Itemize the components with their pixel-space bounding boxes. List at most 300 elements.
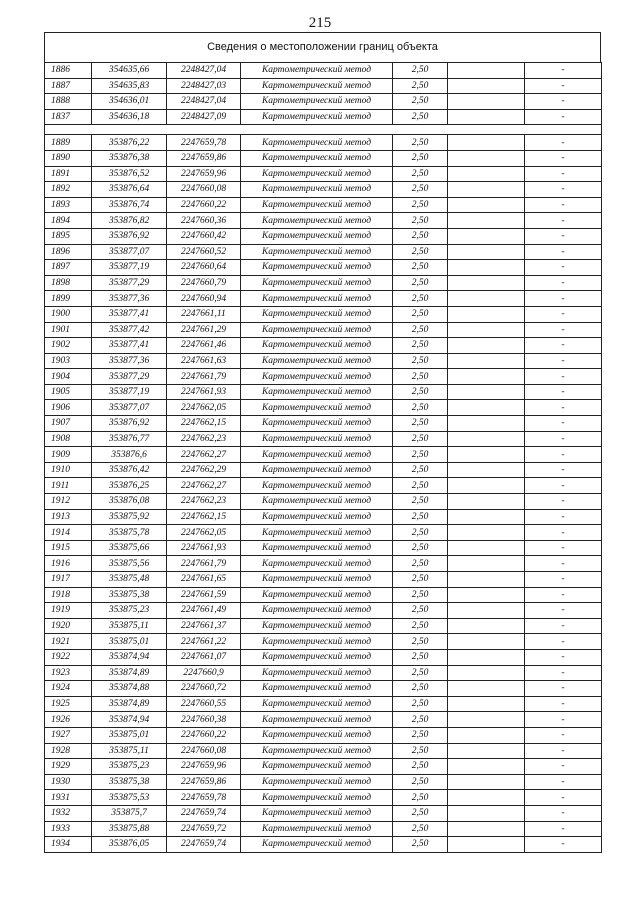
cell-x-coordinate: 354635,66 (92, 63, 167, 79)
cell-point-number: 1917 (45, 572, 92, 588)
table-row (45, 213, 602, 229)
table-row (45, 712, 602, 728)
cell-method: Картометрический метод (241, 338, 393, 354)
cell-x-coordinate: 353877,41 (92, 338, 167, 354)
table-row (45, 338, 602, 354)
cell-extra: - (525, 338, 602, 354)
cell-y-coordinate: 2247661,79 (167, 556, 241, 572)
cell-description (448, 665, 525, 681)
cell-method: Картометрический метод (241, 462, 393, 478)
table-row (45, 837, 602, 853)
cell-description (448, 603, 525, 619)
cell-extra: - (525, 197, 602, 213)
cell-method: Картометрический метод (241, 166, 393, 182)
cell-y-coordinate: 2247662,29 (167, 462, 241, 478)
cell-accuracy: 2,50 (393, 338, 448, 354)
cell-x-coordinate: 353875,23 (92, 603, 167, 619)
cell-x-coordinate: 353877,07 (92, 400, 167, 416)
cell-method: Картометрический метод (241, 228, 393, 244)
cell-extra: - (525, 525, 602, 541)
cell-description (448, 166, 525, 182)
table-row (45, 353, 602, 369)
cell-extra: - (525, 369, 602, 385)
cell-y-coordinate: 2248427,03 (167, 78, 241, 94)
cell-extra: - (525, 400, 602, 416)
table-row (45, 525, 602, 541)
cell-point-number: 1896 (45, 244, 92, 260)
cell-point-number: 1889 (45, 135, 92, 151)
cell-y-coordinate: 2247660,94 (167, 291, 241, 307)
cell-method: Картометрический метод (241, 587, 393, 603)
separator-row (45, 125, 602, 135)
cell-point-number: 1903 (45, 353, 92, 369)
cell-y-coordinate: 2247659,86 (167, 150, 241, 166)
cell-description (448, 213, 525, 229)
cell-y-coordinate: 2247659,74 (167, 805, 241, 821)
boundary-points-table (44, 62, 602, 853)
cell-point-number: 1934 (45, 837, 92, 853)
table-row (45, 431, 602, 447)
table-row (45, 774, 602, 790)
page-number: 215 (308, 15, 332, 31)
cell-method: Картометрический метод (241, 135, 393, 151)
cell-y-coordinate: 2247661,59 (167, 587, 241, 603)
cell-accuracy: 2,50 (393, 384, 448, 400)
cell-method: Картометрический метод (241, 150, 393, 166)
cell-accuracy: 2,50 (393, 759, 448, 775)
cell-extra: - (525, 509, 602, 525)
cell-x-coordinate: 354636,01 (92, 94, 167, 110)
table-row (45, 78, 602, 94)
cell-description (448, 618, 525, 634)
cell-point-number: 1906 (45, 400, 92, 416)
cell-x-coordinate: 353875,01 (92, 727, 167, 743)
cell-description (448, 805, 525, 821)
cell-x-coordinate: 353877,07 (92, 244, 167, 260)
cell-x-coordinate: 353877,42 (92, 322, 167, 338)
cell-accuracy: 2,50 (393, 447, 448, 463)
cell-x-coordinate: 353875,11 (92, 743, 167, 759)
cell-accuracy: 2,50 (393, 618, 448, 634)
cell-point-number: 1892 (45, 182, 92, 198)
cell-point-number: 1899 (45, 291, 92, 307)
cell-y-coordinate: 2247662,05 (167, 400, 241, 416)
cell-extra: - (525, 790, 602, 806)
cell-method: Картометрический метод (241, 94, 393, 110)
cell-x-coordinate: 354636,18 (92, 109, 167, 125)
cell-y-coordinate: 2247659,78 (167, 790, 241, 806)
cell-method: Картометрический метод (241, 78, 393, 94)
cell-accuracy: 2,50 (393, 166, 448, 182)
cell-accuracy: 2,50 (393, 790, 448, 806)
cell-method: Картометрический метод (241, 447, 393, 463)
cell-y-coordinate: 2247661,93 (167, 384, 241, 400)
cell-description (448, 540, 525, 556)
cell-method: Картометрический метод (241, 291, 393, 307)
cell-point-number: 1923 (45, 665, 92, 681)
cell-y-coordinate: 2247660,79 (167, 275, 241, 291)
cell-extra: - (525, 384, 602, 400)
table-row (45, 182, 602, 198)
cell-accuracy: 2,50 (393, 603, 448, 619)
cell-y-coordinate: 2247662,15 (167, 416, 241, 432)
cell-y-coordinate: 2247660,52 (167, 244, 241, 260)
table-row (45, 572, 602, 588)
cell-description (448, 727, 525, 743)
cell-description (448, 743, 525, 759)
cell-point-number: 1932 (45, 805, 92, 821)
cell-method: Картометрический метод (241, 821, 393, 837)
cell-method: Картометрический метод (241, 509, 393, 525)
cell-description (448, 228, 525, 244)
cell-extra: - (525, 63, 602, 79)
cell-method: Картометрический метод (241, 805, 393, 821)
cell-description (448, 416, 525, 432)
cell-extra: - (525, 322, 602, 338)
cell-extra: - (525, 94, 602, 110)
cell-y-coordinate: 2247662,27 (167, 478, 241, 494)
table-row (45, 603, 602, 619)
cell-method: Картометрический метод (241, 649, 393, 665)
cell-description (448, 135, 525, 151)
cell-description (448, 431, 525, 447)
cell-x-coordinate: 353877,19 (92, 260, 167, 276)
cell-description (448, 260, 525, 276)
cell-point-number: 1895 (45, 228, 92, 244)
table-header-title: Сведения о местоположении границ объекта (44, 32, 601, 62)
cell-x-coordinate: 353875,11 (92, 618, 167, 634)
cell-extra: - (525, 572, 602, 588)
cell-accuracy: 2,50 (393, 821, 448, 837)
cell-description (448, 338, 525, 354)
table-row (45, 696, 602, 712)
cell-y-coordinate: 2247659,86 (167, 774, 241, 790)
cell-extra: - (525, 78, 602, 94)
cell-extra: - (525, 665, 602, 681)
cell-description (448, 696, 525, 712)
cell-point-number: 1902 (45, 338, 92, 354)
cell-description (448, 525, 525, 541)
cell-x-coordinate: 353874,89 (92, 665, 167, 681)
cell-description (448, 556, 525, 572)
cell-x-coordinate: 353875,38 (92, 587, 167, 603)
table-row (45, 743, 602, 759)
cell-y-coordinate: 2247661,11 (167, 306, 241, 322)
cell-method: Картометрический метод (241, 384, 393, 400)
cell-description (448, 63, 525, 79)
cell-accuracy: 2,50 (393, 400, 448, 416)
cell-method: Картометрический метод (241, 681, 393, 697)
table-row (45, 275, 602, 291)
cell-x-coordinate: 353876,25 (92, 478, 167, 494)
cell-description (448, 353, 525, 369)
cell-description (448, 649, 525, 665)
cell-method: Картометрический метод (241, 197, 393, 213)
cell-accuracy: 2,50 (393, 540, 448, 556)
table-row (45, 790, 602, 806)
cell-point-number: 1922 (45, 649, 92, 665)
boundary-table-container (44, 32, 601, 853)
cell-y-coordinate: 2247660,72 (167, 681, 241, 697)
cell-extra: - (525, 462, 602, 478)
cell-method: Картометрический метод (241, 712, 393, 728)
cell-extra: - (525, 109, 602, 125)
cell-description (448, 821, 525, 837)
table-row (45, 291, 602, 307)
cell-extra: - (525, 260, 602, 276)
cell-point-number: 1918 (45, 587, 92, 603)
cell-description (448, 712, 525, 728)
cell-point-number: 1891 (45, 166, 92, 182)
cell-description (448, 369, 525, 385)
cell-point-number: 1893 (45, 197, 92, 213)
cell-description (448, 837, 525, 853)
cell-x-coordinate: 353875,48 (92, 572, 167, 588)
table-row (45, 260, 602, 276)
cell-point-number: 1915 (45, 540, 92, 556)
cell-accuracy: 2,50 (393, 109, 448, 125)
cell-accuracy: 2,50 (393, 556, 448, 572)
cell-extra: - (525, 478, 602, 494)
cell-extra: - (525, 603, 602, 619)
cell-accuracy: 2,50 (393, 260, 448, 276)
cell-extra: - (525, 743, 602, 759)
cell-x-coordinate: 353875,7 (92, 805, 167, 821)
cell-accuracy: 2,50 (393, 525, 448, 541)
cell-description (448, 182, 525, 198)
cell-x-coordinate: 353875,53 (92, 790, 167, 806)
cell-description (448, 197, 525, 213)
cell-accuracy: 2,50 (393, 494, 448, 510)
cell-point-number: 1914 (45, 525, 92, 541)
cell-point-number: 1930 (45, 774, 92, 790)
cell-y-coordinate: 2247660,22 (167, 197, 241, 213)
cell-description (448, 306, 525, 322)
cell-extra: - (525, 166, 602, 182)
cell-extra: - (525, 805, 602, 821)
cell-x-coordinate: 353874,89 (92, 696, 167, 712)
cell-method: Картометрический метод (241, 306, 393, 322)
cell-x-coordinate: 353874,88 (92, 681, 167, 697)
table-row (45, 634, 602, 650)
cell-extra: - (525, 540, 602, 556)
cell-description (448, 400, 525, 416)
cell-accuracy: 2,50 (393, 213, 448, 229)
cell-description (448, 572, 525, 588)
cell-description (448, 509, 525, 525)
cell-accuracy: 2,50 (393, 228, 448, 244)
cell-point-number: 1931 (45, 790, 92, 806)
table-row (45, 462, 602, 478)
table-row (45, 228, 602, 244)
table-row (45, 306, 602, 322)
table-row (45, 384, 602, 400)
cell-description (448, 587, 525, 603)
cell-point-number: 1928 (45, 743, 92, 759)
cell-x-coordinate: 353875,88 (92, 821, 167, 837)
table-row (45, 727, 602, 743)
cell-x-coordinate: 353877,29 (92, 369, 167, 385)
cell-y-coordinate: 2247660,42 (167, 228, 241, 244)
cell-accuracy: 2,50 (393, 63, 448, 79)
cell-y-coordinate: 2247662,23 (167, 494, 241, 510)
cell-y-coordinate: 2247660,22 (167, 727, 241, 743)
cell-x-coordinate: 353875,92 (92, 509, 167, 525)
cell-extra: - (525, 447, 602, 463)
cell-accuracy: 2,50 (393, 369, 448, 385)
table-row (45, 197, 602, 213)
cell-y-coordinate: 2247660,36 (167, 213, 241, 229)
cell-description (448, 447, 525, 463)
cell-method: Картометрический метод (241, 696, 393, 712)
cell-point-number: 1920 (45, 618, 92, 634)
cell-y-coordinate: 2247660,08 (167, 743, 241, 759)
cell-x-coordinate: 353875,66 (92, 540, 167, 556)
table-row (45, 166, 602, 182)
cell-y-coordinate: 2247662,15 (167, 509, 241, 525)
cell-y-coordinate: 2247659,96 (167, 759, 241, 775)
cell-method: Картометрический метод (241, 634, 393, 650)
cell-method: Картометрический метод (241, 556, 393, 572)
cell-x-coordinate: 353875,78 (92, 525, 167, 541)
cell-description (448, 150, 525, 166)
cell-x-coordinate: 353876,52 (92, 166, 167, 182)
cell-method: Картометрический метод (241, 322, 393, 338)
cell-x-coordinate: 353877,41 (92, 306, 167, 322)
cell-extra: - (525, 494, 602, 510)
cell-accuracy: 2,50 (393, 197, 448, 213)
cell-extra: - (525, 275, 602, 291)
cell-point-number: 1912 (45, 494, 92, 510)
cell-extra: - (525, 681, 602, 697)
cell-point-number: 1908 (45, 431, 92, 447)
cell-y-coordinate: 2247659,96 (167, 166, 241, 182)
cell-y-coordinate: 2248427,04 (167, 94, 241, 110)
cell-accuracy: 2,50 (393, 587, 448, 603)
cell-extra: - (525, 618, 602, 634)
table-row (45, 556, 602, 572)
cell-x-coordinate: 353876,6 (92, 447, 167, 463)
cell-description (448, 78, 525, 94)
cell-method: Картометрический метод (241, 727, 393, 743)
cell-accuracy: 2,50 (393, 634, 448, 650)
cell-accuracy: 2,50 (393, 94, 448, 110)
cell-x-coordinate: 353877,36 (92, 353, 167, 369)
cell-method: Картометрический метод (241, 353, 393, 369)
cell-extra: - (525, 182, 602, 198)
cell-accuracy: 2,50 (393, 572, 448, 588)
table-row (45, 821, 602, 837)
cell-extra: - (525, 587, 602, 603)
cell-extra: - (525, 759, 602, 775)
cell-accuracy: 2,50 (393, 416, 448, 432)
cell-x-coordinate: 353874,94 (92, 649, 167, 665)
cell-method: Картометрический метод (241, 109, 393, 125)
table-row (45, 478, 602, 494)
table-row (45, 587, 602, 603)
cell-x-coordinate: 353876,92 (92, 416, 167, 432)
cell-description (448, 94, 525, 110)
cell-point-number: 1904 (45, 369, 92, 385)
cell-method: Картометрический метод (241, 244, 393, 260)
cell-method: Картометрический метод (241, 603, 393, 619)
cell-y-coordinate: 2247662,05 (167, 525, 241, 541)
cell-y-coordinate: 2247661,46 (167, 338, 241, 354)
cell-accuracy: 2,50 (393, 150, 448, 166)
cell-description (448, 322, 525, 338)
cell-method: Картометрический метод (241, 416, 393, 432)
cell-point-number: 1913 (45, 509, 92, 525)
cell-point-number: 1926 (45, 712, 92, 728)
cell-extra: - (525, 649, 602, 665)
cell-extra: - (525, 244, 602, 260)
cell-x-coordinate: 353876,74 (92, 197, 167, 213)
cell-y-coordinate: 2247661,63 (167, 353, 241, 369)
cell-accuracy: 2,50 (393, 774, 448, 790)
cell-method: Картометрический метод (241, 540, 393, 556)
cell-x-coordinate: 353876,82 (92, 213, 167, 229)
cell-accuracy: 2,50 (393, 462, 448, 478)
cell-point-number: 1837 (45, 109, 92, 125)
table-row (45, 416, 602, 432)
cell-accuracy: 2,50 (393, 182, 448, 198)
table-row (45, 805, 602, 821)
cell-accuracy: 2,50 (393, 805, 448, 821)
cell-extra: - (525, 291, 602, 307)
cell-accuracy: 2,50 (393, 135, 448, 151)
cell-y-coordinate: 2247660,64 (167, 260, 241, 276)
cell-accuracy: 2,50 (393, 743, 448, 759)
table-row (45, 150, 602, 166)
cell-accuracy: 2,50 (393, 681, 448, 697)
cell-accuracy: 2,50 (393, 353, 448, 369)
cell-extra: - (525, 150, 602, 166)
cell-method: Картометрический метод (241, 790, 393, 806)
cell-description (448, 244, 525, 260)
cell-description (448, 494, 525, 510)
cell-accuracy: 2,50 (393, 649, 448, 665)
table-row (45, 244, 602, 260)
table-row (45, 509, 602, 525)
cell-x-coordinate: 353876,05 (92, 837, 167, 853)
cell-extra: - (525, 556, 602, 572)
cell-method: Картометрический метод (241, 774, 393, 790)
cell-point-number: 1890 (45, 150, 92, 166)
cell-accuracy: 2,50 (393, 78, 448, 94)
cell-description (448, 634, 525, 650)
cell-x-coordinate: 353875,23 (92, 759, 167, 775)
cell-point-number: 1900 (45, 306, 92, 322)
cell-x-coordinate: 353875,01 (92, 634, 167, 650)
cell-y-coordinate: 2247660,08 (167, 182, 241, 198)
cell-extra: - (525, 821, 602, 837)
cell-point-number: 1921 (45, 634, 92, 650)
cell-y-coordinate: 2247659,72 (167, 821, 241, 837)
cell-x-coordinate: 353876,22 (92, 135, 167, 151)
cell-accuracy: 2,50 (393, 837, 448, 853)
cell-x-coordinate: 353877,29 (92, 275, 167, 291)
cell-y-coordinate: 2247662,23 (167, 431, 241, 447)
cell-extra: - (525, 712, 602, 728)
cell-y-coordinate: 2247661,37 (167, 618, 241, 634)
cell-point-number: 1924 (45, 681, 92, 697)
cell-extra: - (525, 837, 602, 853)
table-row (45, 665, 602, 681)
cell-method: Картометрический метод (241, 665, 393, 681)
cell-description (448, 759, 525, 775)
table-row (45, 369, 602, 385)
cell-accuracy: 2,50 (393, 275, 448, 291)
